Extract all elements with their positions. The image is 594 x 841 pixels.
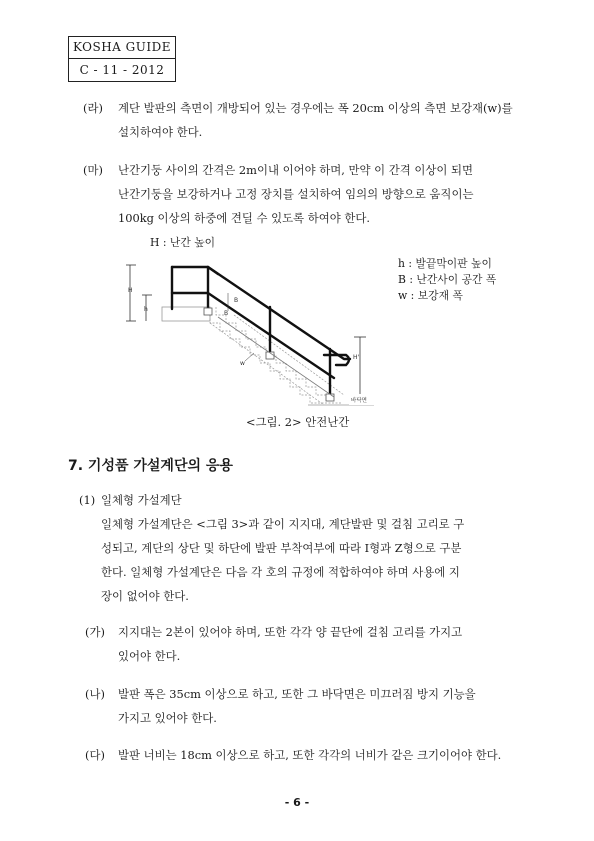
legend-stiffener: w : 보강재 폭 [398, 289, 463, 302]
item-ma-line-3: 100kg 이상의 하중에 견딜 수 있도록 하여야 한다. [118, 211, 370, 225]
item-na-line-1: 발판 폭은 35cm 이상으로 하고, 또한 그 바닥면은 미끄러짐 방지 기능을 [118, 687, 476, 701]
item-ra-marker: (라) [83, 101, 103, 115]
item-ma-line-2: 난간기둥을 보강하거나 고정 장치를 설치하여 임의의 방향으로 움직이는 [118, 187, 474, 201]
item-da-line-1: 발판 너비는 18cm 이상으로 하고, 또한 각각의 너비가 같은 크기이어야 한다. [118, 748, 502, 762]
ground-label: 바닥면 [351, 398, 367, 404]
gap-mark-b-lower: B [224, 310, 229, 317]
gap-mark-b-upper: B [234, 297, 239, 304]
item-ra-line-1: 계단 발판의 측면이 개방되어 있는 경우에는 폭 20cm 이상의 측면 보강재(w)를 [118, 101, 513, 115]
guide-label: KOSHA GUIDE [69, 37, 175, 59]
item-na-line-2: 가지고 있어야 한다. [118, 711, 217, 725]
item-ma-marker: (마) [83, 163, 103, 177]
landing-slab [162, 307, 210, 321]
item-ga-marker: (가) [85, 625, 105, 639]
page-number: - 6 - [284, 796, 310, 809]
railing-rails [172, 267, 350, 378]
subsection-title: 일체형 가설계단 [101, 493, 182, 507]
figure-caption: <그림. 2> 안전난간 [246, 415, 350, 429]
legend-height-label: H : 난간 높이 [150, 236, 216, 249]
document-id-box [68, 36, 176, 82]
guide-code: C - 11 - 2012 [79, 63, 165, 77]
subsection-line-4: 장이 없어야 한다. [101, 589, 189, 603]
section-heading: 7. 기성품 가설계단의 응용 [68, 458, 233, 474]
item-ga-line-1: 지지대는 2본이 있어야 하며, 또한 각각 양 끝단에 걸침 고리를 가지고 [118, 625, 463, 639]
subsection-line-1: 일체형 가설계단은 <그림 3>과 같이 지지대, 계단발판 및 걸침 고리로 구 [101, 517, 465, 531]
item-da-marker: (다) [85, 748, 105, 762]
stiffener-pointer [245, 353, 254, 361]
rail-height-mark: H' [353, 354, 360, 361]
safety-railing-figure [124, 255, 394, 417]
item-ma-line-1: 난간기둥 사이의 간격은 2m이내 이어야 하며, 만약 이 간격 이상이 되면 [118, 163, 473, 177]
subsection-line-2: 성되고, 계단의 상단 및 하단에 발판 부착여부에 따라 I형과 Z형으로 구분 [101, 541, 462, 555]
subsection-marker: (1) [79, 493, 96, 507]
toe-height-mark: h [144, 306, 148, 313]
item-ga-line-2: 있어야 한다. [118, 649, 181, 663]
toe-board [218, 317, 334, 397]
subsection-line-3: 한다. 일체형 가설계단은 다음 각 호의 규정에 적합하여야 하며 사용에 지 [101, 565, 460, 579]
legend-toe-board: h : 발끝막이판 높이 [398, 257, 492, 270]
height-mark-left: H [128, 287, 133, 294]
railing-posts [172, 267, 330, 395]
item-ra-line-2: 설치하여야 한다. [118, 125, 203, 139]
item-na-marker: (나) [85, 687, 105, 701]
legend-rail-gap: B : 난간사이 공간 폭 [398, 273, 497, 286]
stiffener-mark: w [240, 360, 245, 367]
rail-height-dimension [354, 337, 366, 401]
